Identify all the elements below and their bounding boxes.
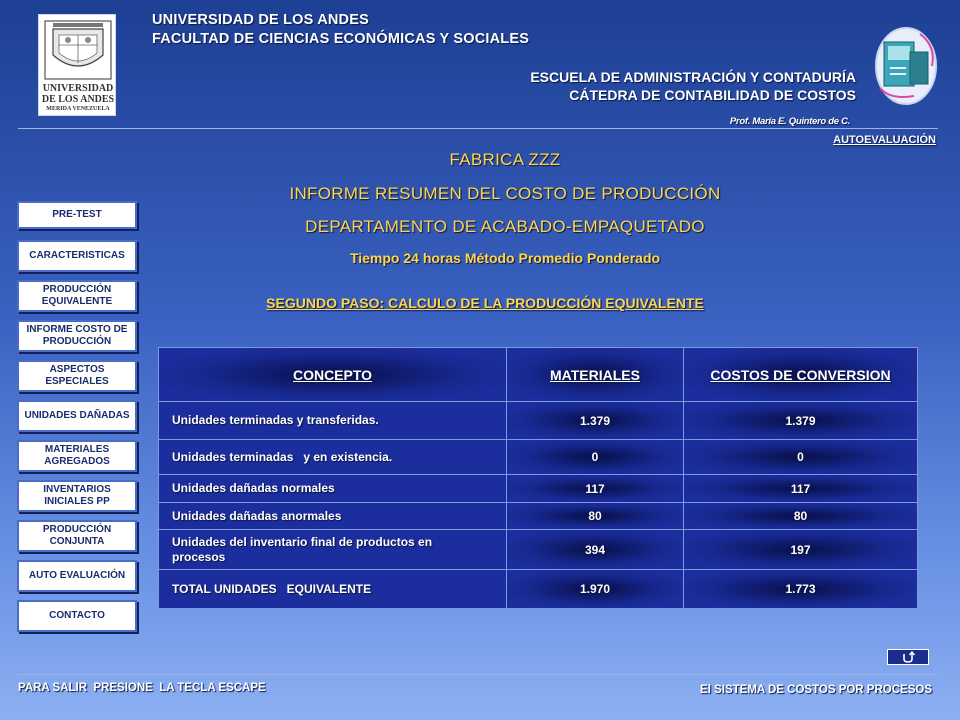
method-subtitle: Tiempo 24 horas Método Promedio Ponderado: [349, 250, 661, 266]
nav-inventarios-iniciales[interactable]: INVENTARIOS INICIALES PP: [17, 480, 137, 512]
row-concept: Unidades dañadas anormales: [172, 508, 342, 523]
table-row: [159, 474, 917, 502]
nav-materiales-agregados[interactable]: MATERIALES AGREGADOS: [17, 440, 137, 472]
equivalent-production-table: [158, 347, 918, 609]
nav-unidades-danadas[interactable]: UNIDADES DAÑADAS: [17, 400, 137, 432]
logo-text-3: MERIDA VENEZUELA: [46, 106, 110, 112]
row-concept: Unidades terminadas y en existencia.: [172, 449, 393, 464]
nav-contacto[interactable]: CONTACTO: [17, 600, 137, 632]
table-total-row: [159, 569, 917, 608]
row-conversion: 1.379: [785, 413, 816, 428]
table-row: [159, 439, 917, 474]
faculty-name: FACULTAD DE CIENCIAS ECONÓMICAS Y SOCIALES: [152, 31, 530, 47]
row-materiales: 0: [591, 450, 599, 464]
logo-text-2: DE LOS ANDES: [41, 94, 115, 105]
row-conversion: 80: [793, 509, 808, 523]
header-costos-conversion: COSTOS DE CONVERSION: [710, 366, 891, 383]
table-header-row: [159, 348, 917, 401]
header-concepto: CONCEPTO: [292, 366, 373, 383]
nav-aspectos-especiales[interactable]: ASPECTOS ESPECIALES: [17, 360, 137, 392]
return-arrow-icon: [901, 651, 915, 663]
step-title: SEGUNDO PASO: CALCULO DE LA PRODUCCIÓN EQUIVALENTE: [266, 295, 704, 311]
row-conversion: 197: [790, 542, 811, 557]
nav-produccion-equivalente[interactable]: PRODUCCIÓN EQUIVALENTE: [17, 280, 137, 312]
row-concept: TOTAL UNIDADES EQUIVALENTE: [172, 581, 372, 596]
row-concept: Unidades dañadas normales: [172, 481, 335, 495]
nav-informe-costo[interactable]: INFORME COSTO DE PRODUCCIÓN: [17, 320, 137, 352]
logo-text-1: UNIVERSIDAD: [42, 83, 114, 94]
row-concept: Unidades del inventario final de productos en procesos: [172, 534, 433, 564]
autoevaluacion-link[interactable]: AUTOEVALUACIÓN: [833, 134, 936, 146]
nav-produccion-conjunta[interactable]: PRODUCCIÓN CONJUNTA: [17, 520, 137, 552]
header-divider: [18, 128, 938, 129]
row-conversion: 117: [790, 481, 811, 496]
row-materiales: 1.970: [579, 582, 611, 596]
table-row: [159, 529, 917, 569]
chair-name: CÁTEDRA DE CONTABILIDAD DE COSTOS: [569, 87, 856, 103]
table-row: [159, 401, 917, 439]
header-materiales: MATERIALES: [550, 366, 640, 383]
nav-caracteristicas[interactable]: CARACTERISTICAS: [17, 240, 137, 272]
school-name: ESCUELA DE ADMINISTRACIÓN Y CONTADURÍA: [530, 69, 856, 85]
professor-name: Prof. María E. Quintero de C.: [729, 116, 850, 127]
row-concept: Unidades terminadas y transferidas.: [172, 413, 379, 427]
nav-auto-evaluacion[interactable]: AUTO EVALUACIÓN: [17, 560, 137, 592]
report-title: INFORME RESUMEN DEL COSTO DE PRODUCCIÓN: [289, 184, 721, 203]
exit-hint: PARA SALIR PRESIONE LA TECLA ESCAPE: [18, 682, 266, 694]
university-logo: [38, 14, 116, 116]
company-title: FABRICA ZZZ: [449, 150, 561, 169]
row-materiales: 117: [585, 481, 605, 496]
row-conversion: 1.773: [785, 582, 816, 596]
row-materiales: 1.379: [579, 413, 611, 428]
footer-divider: [18, 674, 938, 675]
nav-pre-test[interactable]: PRE-TEST: [17, 201, 137, 229]
computer-illustration-icon: [870, 22, 942, 106]
system-name: El SISTEMA DE COSTOS POR PROCESOS: [700, 684, 932, 696]
row-conversion: 0: [797, 450, 804, 464]
row-materiales: 394: [584, 542, 606, 557]
table-row: [159, 502, 917, 529]
university-name: UNIVERSIDAD DE LOS ANDES: [152, 12, 369, 28]
department-title: DEPARTAMENTO DE ACABADO-EMPAQUETADO: [305, 217, 705, 236]
return-button[interactable]: [887, 649, 929, 665]
row-materiales: 80: [588, 509, 602, 523]
